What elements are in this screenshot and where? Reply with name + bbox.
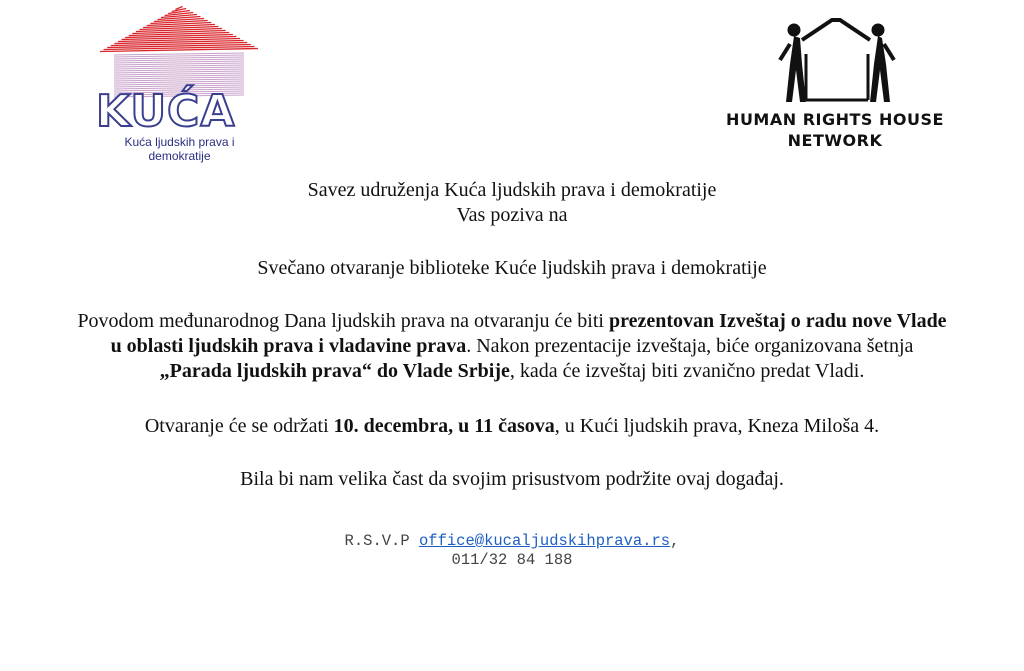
announcement-parade-bold: „Parada ljudskih prava“ do Vlade Srbije bbox=[159, 360, 510, 382]
wall-stroke bbox=[114, 63, 244, 65]
wall-stroke bbox=[114, 53, 244, 55]
wall-stroke bbox=[114, 79, 244, 81]
announcement-line2 bbox=[0, 334, 1024, 359]
wall-stroke bbox=[114, 81, 244, 83]
announcement-report-bold-2: u oblasti ljudskih prava i vladavine prava bbox=[110, 335, 467, 357]
hrhn-logo bbox=[720, 14, 950, 154]
venue: , u Kući ljudskih prava, Kneza Miloša 4. bbox=[554, 415, 880, 437]
rsvp-email-link[interactable]: office@kucaljudskihprava.rs bbox=[418, 532, 671, 550]
rsvp-label: R.S.V.P bbox=[344, 532, 419, 550]
wall-stroke bbox=[114, 61, 244, 63]
date-intro: Otvaranje će se održati bbox=[144, 415, 334, 437]
wall-stroke bbox=[114, 59, 244, 61]
wall-stroke bbox=[114, 57, 244, 59]
event-title: Svečano otvaranje biblioteke Kuće ljudskih prava i demokratije bbox=[257, 257, 767, 279]
people-house-icon bbox=[720, 14, 950, 109]
wall-stroke bbox=[114, 77, 244, 79]
announcement-intro: Povodom međunarodnog Dana ljudskih prava na otvaranju će biti bbox=[77, 310, 609, 332]
wall-stroke bbox=[114, 71, 244, 73]
wall-stroke bbox=[114, 67, 244, 69]
rsvp-line bbox=[0, 532, 1024, 551]
wall-stroke bbox=[114, 55, 244, 57]
kuca-logo-subtitle: Kuća ljudskih prava i demokratije bbox=[124, 135, 235, 163]
organization-line: Savez udruženja Kuća ljudskih prava i demokratije bbox=[307, 179, 717, 201]
closing-line: Bila bi nam velika čast da svojim prisustvom podržite ovaj događaj. bbox=[240, 468, 784, 490]
date-place-line bbox=[0, 414, 1024, 439]
rsvp-comma: , bbox=[670, 532, 680, 550]
wall-stroke bbox=[114, 73, 244, 75]
announcement-walk: . Nakon prezentacije izveštaja, biće organizovana šetnja bbox=[466, 335, 914, 357]
announcement-line1 bbox=[0, 309, 1024, 334]
kuca-logo bbox=[92, 2, 267, 163]
kuca-logo-word: KUĆA bbox=[96, 86, 236, 137]
wall-stroke bbox=[114, 75, 244, 77]
wall-stroke bbox=[114, 83, 244, 85]
announcement-handover: , kada će izveštaj biti zvanično predat Vladi. bbox=[509, 360, 865, 382]
wall-stroke bbox=[114, 65, 244, 67]
announcement-paragraph bbox=[0, 309, 1024, 384]
invites-line: Vas poziva na bbox=[456, 204, 568, 226]
rsvp-phone: 011/32 84 188 bbox=[451, 551, 573, 569]
date-time-bold: 10. decembra, u 11 časova bbox=[333, 415, 555, 437]
announcement-report-bold: prezentovan Izveštaj o radu nove Vlade bbox=[608, 310, 947, 332]
hrhn-logo-line2: NETWORK bbox=[787, 131, 883, 150]
hrhn-logo-line1: HUMAN RIGHTS HOUSE bbox=[726, 110, 944, 129]
announcement-line3 bbox=[0, 359, 1024, 384]
wall-stroke bbox=[114, 69, 244, 71]
